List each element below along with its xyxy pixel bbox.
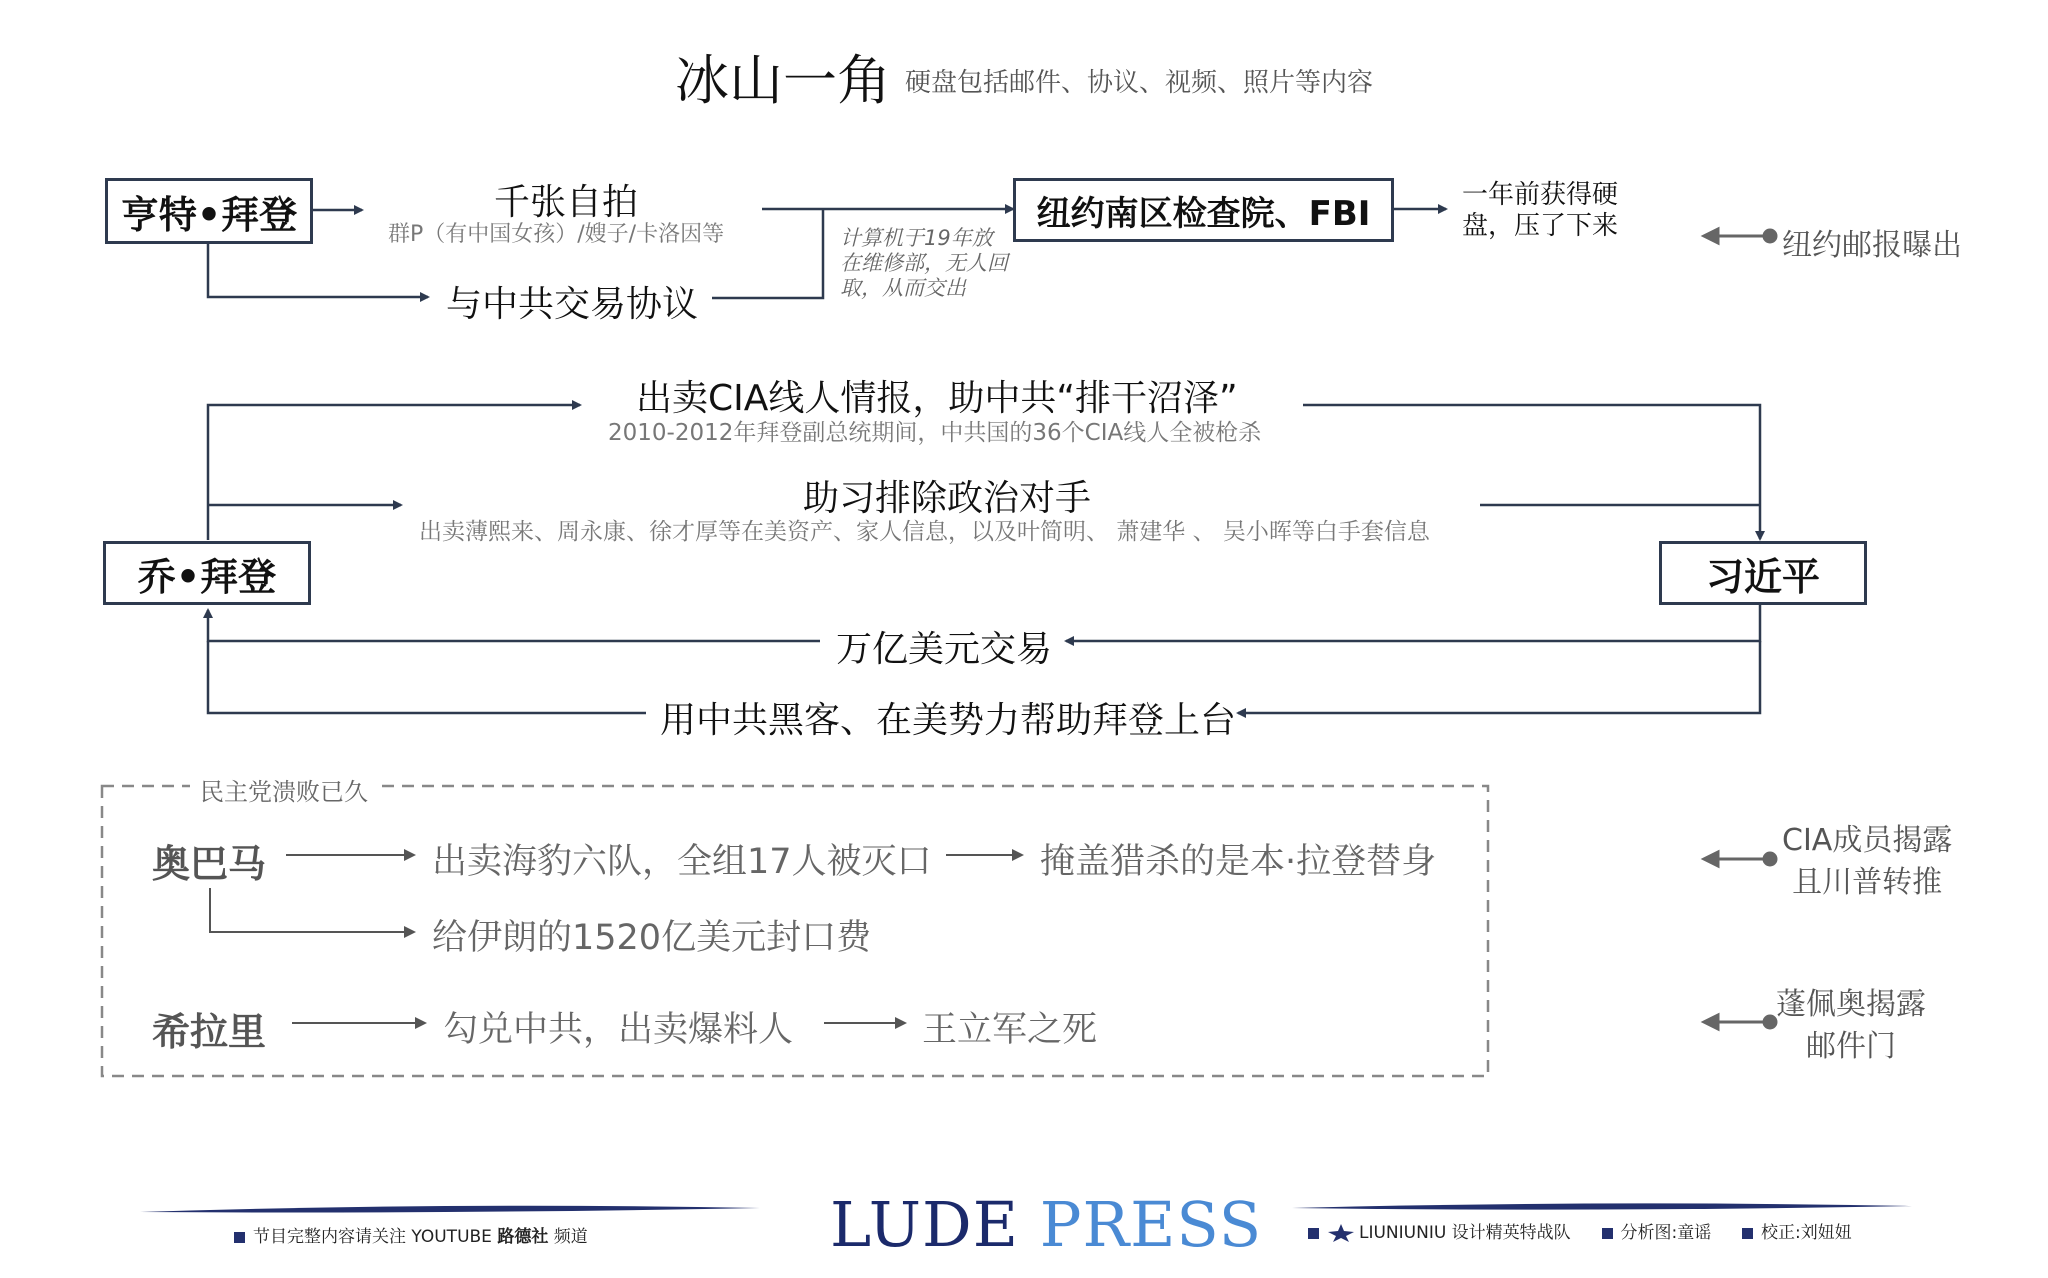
footer-youtube-note bbox=[234, 1222, 588, 1247]
wang-lijun-label: 王立军之死 bbox=[922, 1010, 1098, 1050]
footer-analysis: 分析图:童谣 bbox=[1620, 1223, 1712, 1243]
xi-jinping-label: 习近平 bbox=[1705, 554, 1820, 599]
source-ny-post: 纽约邮报曝出 bbox=[1782, 228, 1962, 263]
seal-team-label: 出卖海豹六队，全组17人被灭口 bbox=[432, 842, 932, 882]
selfies-subtitle: 群P（有中国女孩）/嫂子/卡洛因等 bbox=[388, 222, 725, 247]
logo-press: PRESS bbox=[1039, 1188, 1263, 1261]
page-title: 冰山一角 bbox=[675, 49, 891, 112]
square-bullet-icon bbox=[1742, 1228, 1753, 1239]
hackers-label: 用中共黑客、在美势力帮助拜登上台 bbox=[660, 700, 1237, 741]
square-bullet-icon bbox=[1308, 1228, 1319, 1239]
agreement-label: 与中共交易协议 bbox=[446, 284, 699, 325]
footer-team: LIUNIUNIU 设计精英特战队 bbox=[1359, 1223, 1571, 1243]
rivals-subtitle: 出卖薄熙来、周永康、徐才厚等在美资产、家人信息，以及叶简明、 萧建华 、 吴小晖等白手套信息 bbox=[419, 519, 1430, 545]
source-cia-line2: 且川普转推 bbox=[1792, 865, 1943, 900]
square-bullet-icon bbox=[234, 1232, 245, 1243]
source-pompeo-line1: 蓬佩奥揭露 bbox=[1776, 987, 1926, 1022]
page-subtitle: 硬盘包括邮件、协议、视频、照片等内容 bbox=[905, 68, 1374, 98]
team-logo-icon bbox=[1327, 1223, 1355, 1243]
selfies-title: 千张自拍 bbox=[494, 182, 639, 223]
iran-payment-label: 给伊朗的1520亿美元封口费 bbox=[432, 918, 872, 958]
hillary-label: 希拉里 bbox=[152, 1010, 267, 1054]
rivals-title: 助习排除政治对手 bbox=[803, 478, 1092, 519]
source-cia-line1: CIA成员揭露 bbox=[1782, 823, 1953, 858]
footer-text-pre: 节目完整内容请关注 YOUTUBE bbox=[253, 1227, 498, 1247]
bin-laden-cover-label: 掩盖猎杀的是本·拉登替身 bbox=[1040, 842, 1437, 882]
footer-text-post: 频道 bbox=[548, 1227, 588, 1247]
sdny-fbi-label: 纽约南区检查院、FBI bbox=[1036, 193, 1371, 234]
source-pompeo-line2: 邮件门 bbox=[1806, 1029, 1896, 1064]
repair-note: 计算机于19年放在维修部，无人回取，从而交出 bbox=[840, 226, 1008, 300]
sdny-fbi-box bbox=[1013, 178, 1394, 242]
square-bullet-icon bbox=[1602, 1228, 1613, 1239]
trillion-deal-label: 万亿美元交易 bbox=[836, 629, 1053, 670]
cia-informants-subtitle: 2010-2012年拜登副总统期间，中共国的36个CIA线人全被枪杀 bbox=[608, 420, 1262, 446]
lude-press-logo bbox=[830, 1188, 1262, 1261]
hunter-biden-label: 亨特•拜登 bbox=[120, 192, 298, 237]
dashed-box-label: 民主党溃败已久 bbox=[190, 772, 378, 807]
source-pompeo-reveal bbox=[1776, 984, 1926, 1068]
cia-informants-title: 出卖CIA线人情报，助中共“排干沼泽” bbox=[636, 378, 1238, 419]
footer-proof: 校正:刘妞妞 bbox=[1761, 1223, 1852, 1243]
collude-label: 勾兑中共，出卖爆料人 bbox=[443, 1010, 794, 1050]
footer-channel-name: 路德社 bbox=[497, 1227, 549, 1247]
obama-label: 奥巴马 bbox=[152, 842, 267, 886]
source-cia-reveal bbox=[1782, 820, 1952, 904]
footer-credits bbox=[1308, 1218, 1852, 1243]
xi-jinping-box bbox=[1659, 541, 1867, 605]
joe-biden-box bbox=[103, 541, 311, 605]
joe-biden-label: 乔•拜登 bbox=[137, 554, 277, 599]
logo-lude: LUDE bbox=[830, 1188, 1020, 1261]
suppressed-note: 一年前获得硬盘，压了下来 bbox=[1462, 180, 1619, 241]
hunter-biden-box bbox=[105, 178, 313, 244]
